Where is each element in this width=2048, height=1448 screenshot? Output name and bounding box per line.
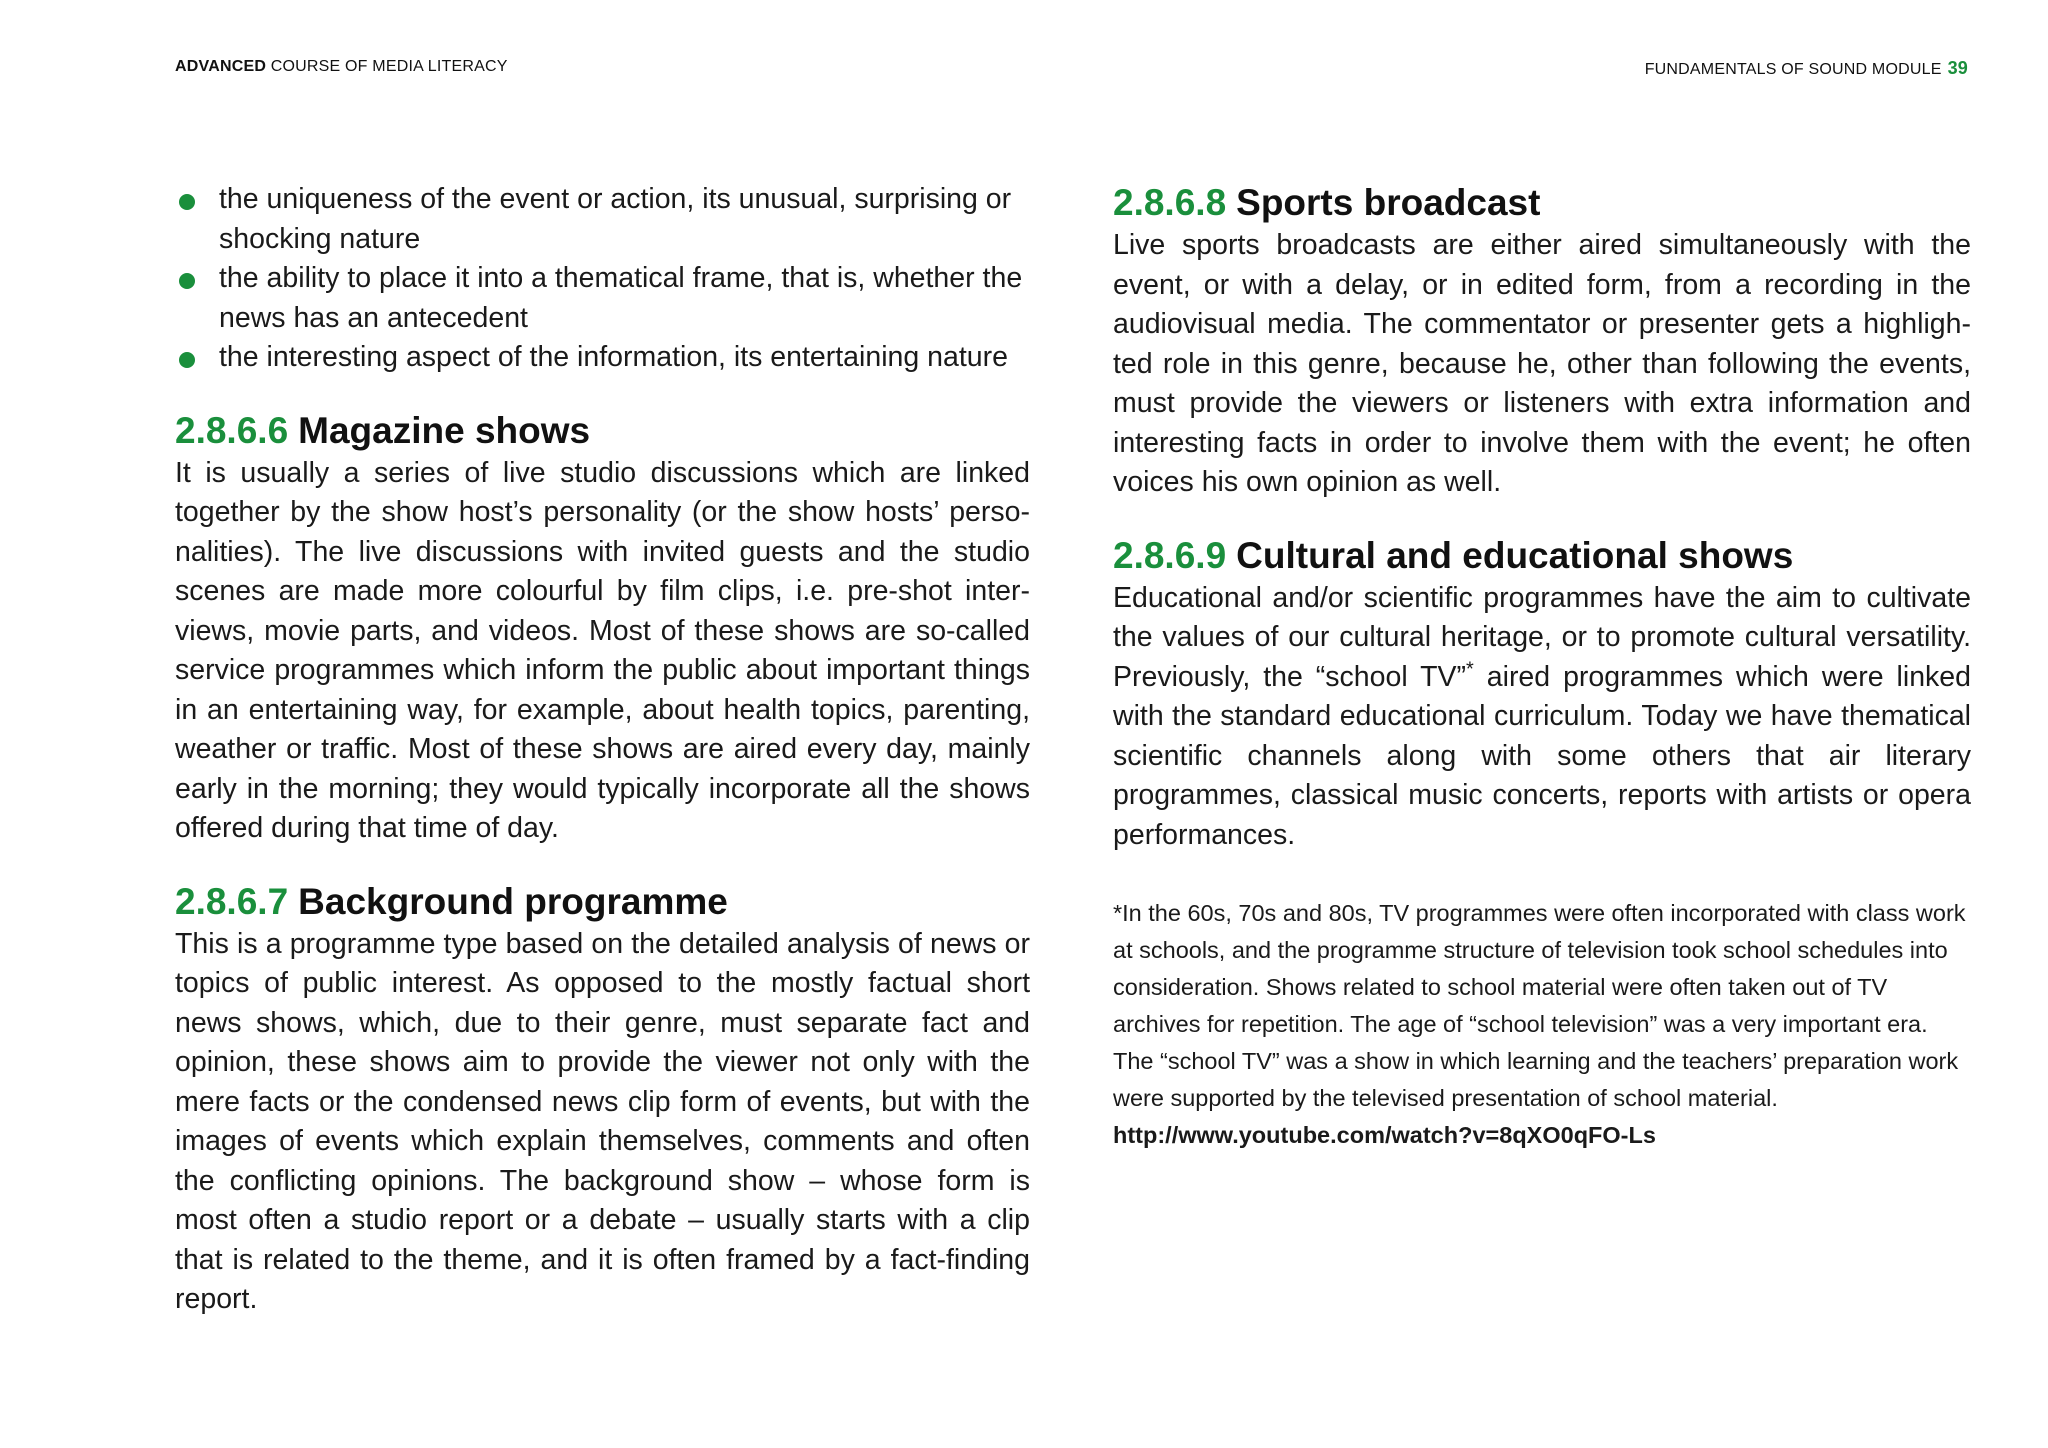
section-heading	[175, 879, 1030, 925]
section-title: Sports broadcast	[1236, 182, 1541, 223]
section-number: 2.8.6.6	[175, 409, 289, 451]
section-number: 2.8.6.7	[175, 880, 289, 922]
footnote-marker[interactable]: *	[1466, 658, 1474, 680]
bullet-icon	[179, 273, 195, 289]
section-title: Background programme	[298, 880, 728, 922]
header-course-title: COURSE OF MEDIA LITERACY	[266, 58, 508, 75]
section-body: It is usually a series of live studio discussions which are linked together by the show host’s personality (or the show hosts’ personalities). The live discussions with invited guests and the studio scenes are made more colourful by film clips, i.e. pre-shot interviews, movie parts, and videos. Most of these shows are so-called service programmes which inform the public about important things in an entertaining way, for example, about health topics, parenting, weather or traffic. Most of these shows are aired every day, mainly early in the morning; they would typically incorporate all the shows offered during that time of day.	[175, 456, 1030, 844]
bullet-icon	[179, 194, 195, 210]
header-module-title: FUNDAMENTALS OF SOUND MODULE	[1644, 61, 1942, 78]
section-body: This is a programme type based on the detailed analysis of news or topics of public interest. As opposed to the mostly factual short news shows, which, due to their genre, must separate fact and opinion, these shows aim to provide the viewer not only with the mere facts or the condensed news clip form of events, but with the images of events which explain themselves, comments and often the conflicting opinions. The background show – whose form is most often a studio report or a debate – usually starts with a clip that is related to the theme, and it is often framed by a fact-finding report.	[175, 927, 1030, 1315]
news-value-list	[175, 180, 1030, 378]
bullet-icon	[179, 352, 195, 368]
section-title: Cultural and educational shows	[1236, 534, 1794, 576]
section-sports-broadcast	[1113, 180, 1971, 503]
list-item-text: the uniqueness of the event or action, its unusual, surprising or shocking nature	[219, 183, 1012, 255]
running-header-right	[1645, 58, 1968, 79]
header-course-level: ADVANCED	[175, 58, 267, 75]
section-heading	[1113, 180, 1971, 226]
list-item	[175, 180, 1030, 259]
list-item-text: the ability to place it into a thematical frame, that is, whether the news has an antecedent	[219, 262, 1023, 334]
body-text-end: aired programmes which were linked with the standard educational curriculum. Today we have thematical scientific channels along with some others that air literary programmes, classical music concerts, reports with artists or opera performances.	[1113, 660, 1971, 851]
list-item	[175, 259, 1030, 338]
footnote	[1113, 895, 1971, 1154]
section-body	[1113, 579, 1971, 856]
section-background-programme	[175, 879, 1030, 1320]
section-heading	[1113, 533, 1971, 579]
section-title: Magazine shows	[298, 409, 591, 451]
running-header-left	[175, 58, 508, 76]
left-column	[175, 180, 1030, 1350]
list-item-text: the interesting aspect of the information, its entertaining nature	[219, 341, 1008, 373]
list-item	[175, 338, 1030, 378]
body-text-start: Educational and/or scientific programmes have the aim to cultivate the values of our cultural heritage, or to promote cultural versatility. Previously, the “school TV”	[1113, 581, 1971, 693]
section-magazine-shows	[175, 408, 1030, 849]
footnote-link[interactable]: http://www.youtube.com/watch?v=8qXO0qFO-Ls	[1113, 1122, 1656, 1148]
right-column	[1113, 180, 1971, 1154]
section-number: 2.8.6.9	[1113, 534, 1227, 576]
page-number: 39	[1947, 58, 1968, 78]
section-body: Live sports broadcasts are either aired simultaneously with the event, or with a delay, or in edited form, from a recording in the audiovisual media. The commentator or presenter gets a highlighted role in this genre, because he, other than following the events, must provide the viewers or listeners with extra information and interesting facts in order to involve them with the event; he often voices his own opinion as well.	[1113, 229, 1971, 498]
section-number: 2.8.6.8	[1113, 182, 1227, 223]
footnote-text: *In the 60s, 70s and 80s, TV programmes were often incorporated with class work at schools, and the programme structure of television took school schedules into consideration. Shows related to school material were often taken out of TV archives for repetition. The age of “school television” was a very important era. The “school TV” was a show in which learning and the teachers’ preparation work were supported by the televised presentation of school material.	[1113, 900, 1966, 1111]
section-cultural-educational	[1113, 533, 1971, 856]
section-heading	[175, 408, 1030, 454]
